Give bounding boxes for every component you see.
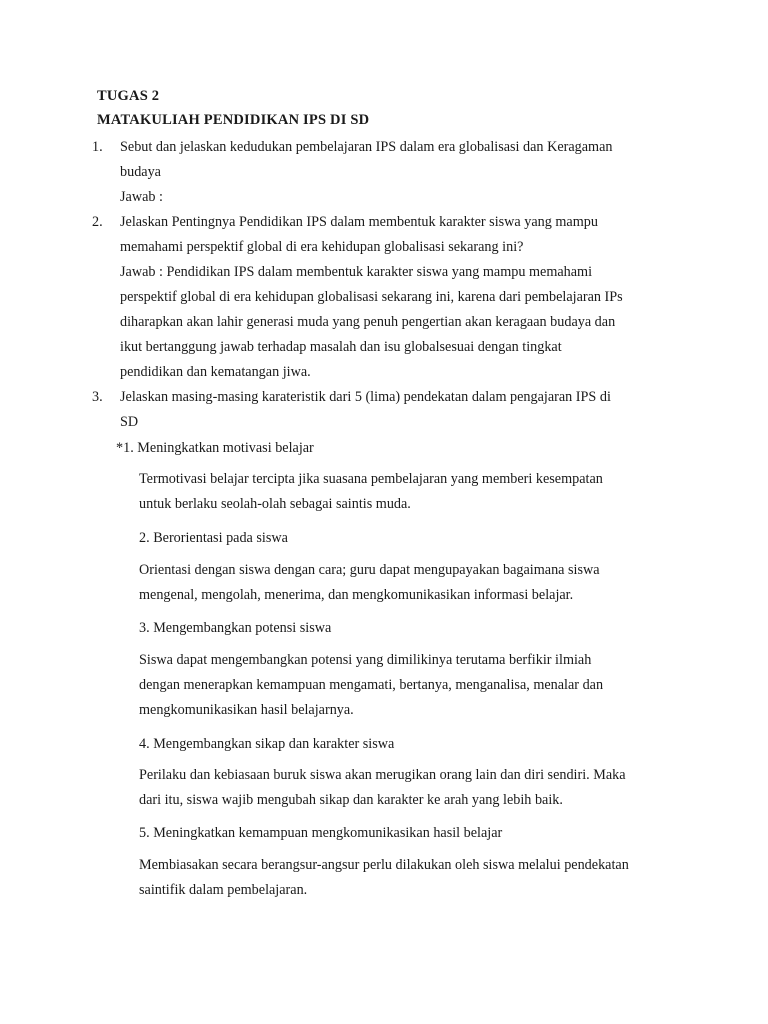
question-3-line-2: SD	[120, 414, 139, 430]
question-2-answer-line: pendidikan dan kematangan jiwa.	[120, 364, 311, 380]
question-3-number: 3.	[92, 389, 103, 405]
question-2-answer-line: diharapkan akan lahir generasi muda yang penuh pengertian akan keragaan budaya dan	[120, 314, 616, 330]
approach-5-text: Membiasakan secara berangsur-angsur perlu dilakukan oleh siswa melalui pendekatan	[139, 857, 629, 873]
approach-2-heading: 2. Berorientasi pada siswa	[139, 530, 288, 546]
document-title: TUGAS 2	[97, 88, 160, 104]
approach-2-text: mengenal, mengolah, menerima, dan mengkomunikasikan informasi belajar.	[139, 587, 574, 603]
question-2-answer-line: Jawab : Pendidikan IPS dalam membentuk karakter siswa yang mampu memahami	[120, 264, 593, 280]
approach-4-text: dari itu, siswa wajib mengubah sikap dan karakter ke arah yang lebih baik.	[139, 792, 563, 808]
approach-5-text: saintifik dalam pembelajaran.	[139, 882, 308, 898]
approach-3-text: Siswa dapat mengembangkan potensi yang dimilikinya terutama berfikir ilmiah	[139, 652, 592, 668]
question-1-line-2: budaya	[120, 164, 161, 180]
approach-1-text: Termotivasi belajar tercipta jika suasana pembelajaran yang memberi kesempatan	[139, 471, 603, 487]
question-2-answer-line: ikut bertanggung jawab terhadap masalah dan isu globalsesuai dengan tingkat	[120, 339, 562, 355]
approach-3-text: dengan menerapkan kemampuan mengamati, bertanya, menganalisa, menalar dan	[139, 677, 604, 693]
approach-5-heading: 5. Meningkatkan kemampuan mengkomunikasikan hasil belajar	[139, 825, 503, 841]
question-1-line-1: Sebut dan jelaskan kedudukan pembelajaran IPS dalam era globalisasi dan Keragaman	[120, 139, 613, 155]
question-2-line-2: memahami perspektif global di era kehidupan globalisasi sekarang ini?	[120, 239, 524, 255]
question-3-line-1: Jelaskan masing-masing karateristik dari 5 (lima) pendekatan dalam pengajaran IPS di	[120, 389, 611, 405]
approach-2-text: Orientasi dengan siswa dengan cara; guru dapat mengupayakan bagaimana siswa	[139, 562, 600, 578]
approach-1-heading: *1. Meningkatkan motivasi belajar	[116, 440, 314, 456]
approach-1-text: untuk berlaku seolah-olah sebagai saintis muda.	[139, 496, 411, 512]
course-title: MATAKULIAH PENDIDIKAN IPS DI SD	[97, 112, 370, 128]
question-2-line-1: Jelaskan Pentingnya Pendidikan IPS dalam membentuk karakter siswa yang mampu	[120, 214, 598, 230]
approach-3-heading: 3. Mengembangkan potensi siswa	[139, 620, 332, 636]
approach-4-heading: 4. Mengembangkan sikap dan karakter siswa	[139, 736, 395, 752]
approach-4-text: Perilaku dan kebiasaan buruk siswa akan merugikan orang lain dan diri sendiri. Maka	[139, 767, 626, 783]
question-2-number: 2.	[92, 214, 103, 230]
question-1-number: 1.	[92, 139, 103, 155]
approach-3-text: mengkomunikasikan hasil belajarnya.	[139, 702, 354, 718]
question-1-answer: Jawab :	[120, 189, 163, 205]
question-2-answer-line: perspektif global di era kehidupan globalisasi sekarang ini, karena dari pembelajaran IPs	[120, 289, 623, 305]
